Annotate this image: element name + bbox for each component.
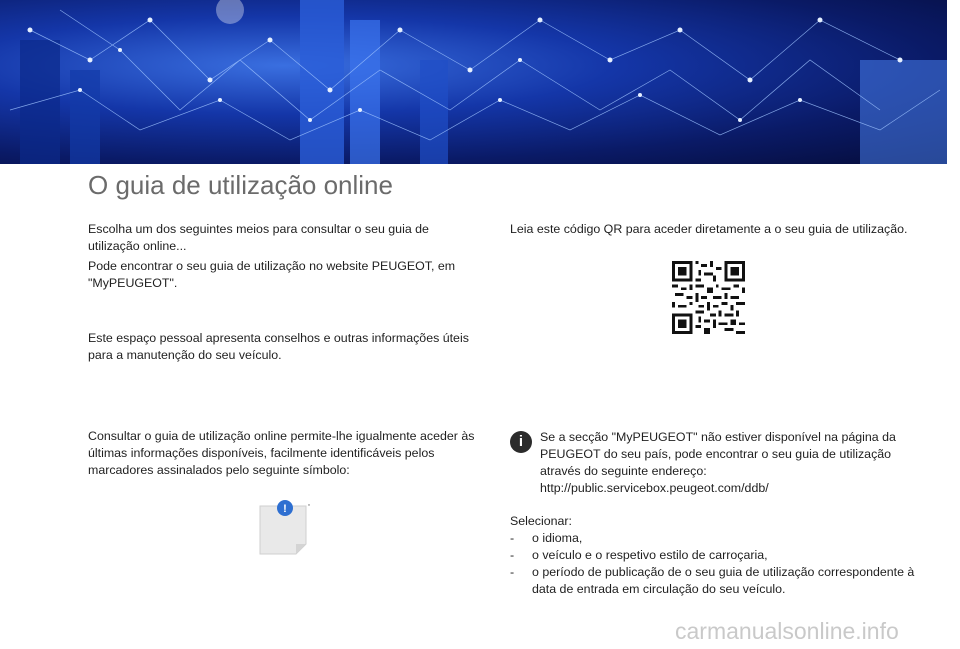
update-sticker-icon (258, 500, 314, 556)
intro-text: Escolha um dos seguintes meios para consultar o seu guia de utilização online... (88, 222, 429, 253)
guide-url-link[interactable]: http://public.servicebox.peugeot.com/ddb/ (540, 481, 769, 495)
qr-code[interactable] (672, 261, 745, 334)
page-title: O guia de utilização online (88, 170, 393, 200)
info-icon: i (510, 431, 532, 453)
network-city-illustration (0, 0, 947, 164)
header-banner-image (0, 0, 947, 164)
list-header: Selecionar: (510, 514, 572, 528)
note-text (540, 429, 910, 497)
selection-list (510, 513, 920, 598)
watermark-text: carmanualsonline.info (675, 618, 899, 644)
qr-instruction-text: Leia este código QR para aceder diretamente a o seu guia de utilização. (510, 222, 908, 236)
svg-text:*: * (308, 504, 310, 510)
svg-text:!: ! (283, 503, 287, 515)
website-text: Pode encontrar o seu guia de utilização no website PEUGEOT, em "MyPEUGEOT". (88, 259, 456, 290)
list-item: - o idioma, (510, 531, 583, 545)
online-guide-text: Consultar o guia de utilização online permite-lhe igualmente aceder às últimas informações disponíveis, facilmente identificáveis pelos marcadores assinalados pelo seguinte símbolo: (88, 429, 475, 477)
list-item: - o período de publicação de o seu guia de utilização correspondente à data de entrada em circulação do seu veículo. (510, 565, 915, 596)
note-body: Se a secção "MyPEUGEOT" não estiver disponível na página da PEUGEOT do seu país, pode encontrar o seu guia de utilização através do seguinte endereço: (540, 430, 896, 478)
personal-space-text: Este espaço pessoal apresenta conselhos e outras informações úteis para a manutenção do seu veículo. (88, 331, 469, 362)
list-item: - o veículo e o respetivo estilo de carroçaria, (510, 548, 768, 562)
